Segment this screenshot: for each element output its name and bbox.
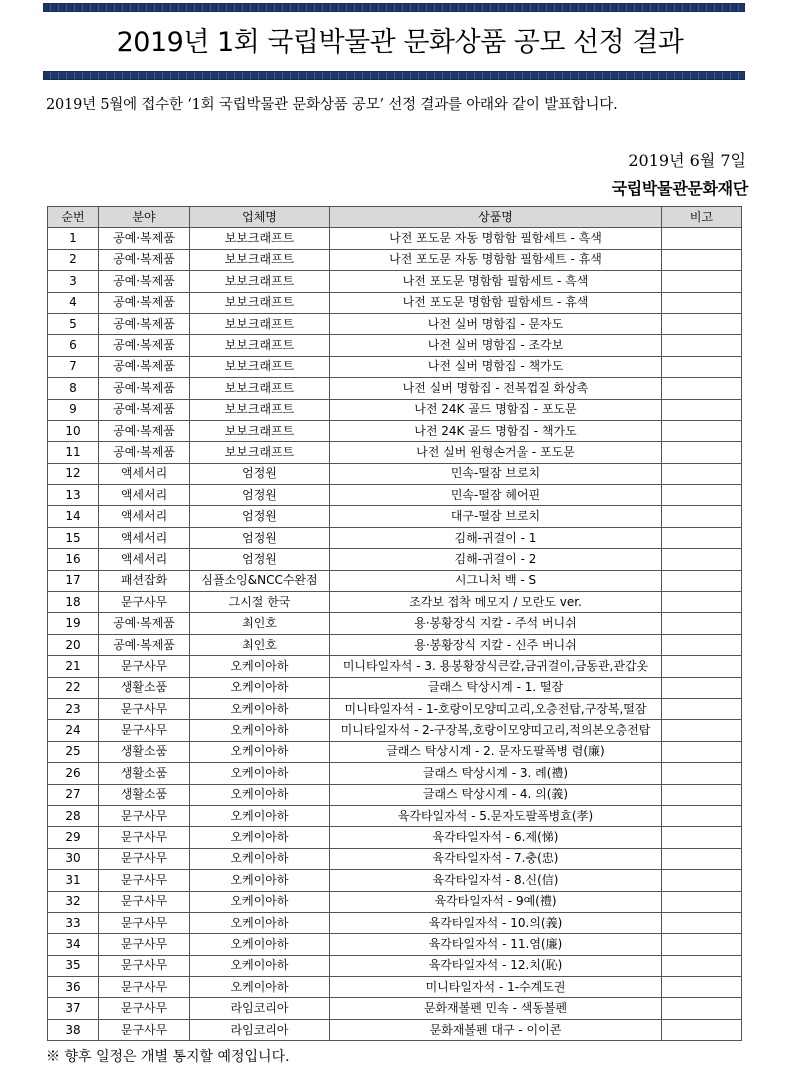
- table-row: [48, 784, 742, 805]
- table-row: [48, 827, 742, 848]
- cell-remarks: [662, 527, 742, 548]
- header-company: 업체명: [190, 207, 330, 228]
- table-row: [48, 977, 742, 998]
- header-product: 상품명: [330, 207, 662, 228]
- cell-number: 35: [48, 955, 99, 976]
- table-row: [48, 934, 742, 955]
- footnote: ※ 향후 일정은 개별 통지할 예정입니다.: [46, 1049, 290, 1065]
- cell-remarks: [662, 613, 742, 634]
- table-row: [48, 313, 742, 334]
- table-row: [48, 741, 742, 762]
- cell-category: 문구사무: [99, 698, 190, 719]
- cell-category: 문구사무: [99, 955, 190, 976]
- cell-remarks: [662, 998, 742, 1019]
- cell-category: 공예·복제품: [99, 442, 190, 463]
- table-row: [48, 420, 742, 441]
- cell-product: 글래스 탁상시계 - 3. 례(禮): [330, 763, 662, 784]
- cell-category: 생활소품: [99, 763, 190, 784]
- cell-number: 14: [48, 506, 99, 527]
- cell-remarks: [662, 313, 742, 334]
- cell-remarks: [662, 228, 742, 249]
- cell-number: 18: [48, 592, 99, 613]
- cell-product: 나전 포도문 자동 명함함 필함세트 - 휴색: [330, 249, 662, 270]
- cell-number: 5: [48, 313, 99, 334]
- table-row: [48, 570, 742, 591]
- cell-company: 보보크래프트: [190, 378, 330, 399]
- cell-company: 오케이아하: [190, 784, 330, 805]
- cell-product: 민속-떨잠 브로치: [330, 463, 662, 484]
- page-title: 2019년 1회 국립박물관 문화상품 공모 선정 결과: [116, 27, 684, 58]
- cell-product: 김해-귀걸이 - 1: [330, 527, 662, 548]
- cell-product: 김해-귀걸이 - 2: [330, 549, 662, 570]
- cell-company: 보보크래프트: [190, 335, 330, 356]
- cell-product: 육각타일자석 - 11.염(廉): [330, 934, 662, 955]
- cell-category: 공예·복제품: [99, 613, 190, 634]
- cell-category: 문구사무: [99, 656, 190, 677]
- table-row: [48, 805, 742, 826]
- cell-number: 6: [48, 335, 99, 356]
- cell-company: 오케이아하: [190, 741, 330, 762]
- cell-category: 액세서리: [99, 506, 190, 527]
- table-row: [48, 912, 742, 933]
- cell-number: 26: [48, 763, 99, 784]
- cell-product: 육각타일자석 - 8.신(信): [330, 870, 662, 891]
- cell-number: 17: [48, 570, 99, 591]
- table-row: [48, 698, 742, 719]
- cell-remarks: [662, 485, 742, 506]
- cell-number: 16: [48, 549, 99, 570]
- cell-company: 최인호: [190, 634, 330, 655]
- cell-number: 38: [48, 1019, 99, 1040]
- cell-company: 오케이아하: [190, 805, 330, 826]
- cell-remarks: [662, 698, 742, 719]
- cell-number: 10: [48, 420, 99, 441]
- cell-number: 27: [48, 784, 99, 805]
- table-row: [48, 613, 742, 634]
- cell-remarks: [662, 784, 742, 805]
- cell-company: 엄정원: [190, 485, 330, 506]
- cell-category: 문구사무: [99, 827, 190, 848]
- cell-company: 오케이아하: [190, 848, 330, 869]
- cell-number: 31: [48, 870, 99, 891]
- cell-number: 32: [48, 891, 99, 912]
- cell-number: 20: [48, 634, 99, 655]
- table-row: [48, 998, 742, 1019]
- cell-product: 글래스 탁상시계 - 2. 문자도팔폭병 렴(廉): [330, 741, 662, 762]
- cell-number: 22: [48, 677, 99, 698]
- cell-number: 4: [48, 292, 99, 313]
- table-row: [48, 292, 742, 313]
- cell-product: 육각타일자석 - 12.치(恥): [330, 955, 662, 976]
- cell-remarks: [662, 399, 742, 420]
- cell-category: 액세서리: [99, 549, 190, 570]
- cell-company: 보보크래프트: [190, 228, 330, 249]
- cell-category: 공예·복제품: [99, 249, 190, 270]
- cell-category: 공예·복제품: [99, 356, 190, 377]
- results-table: [47, 206, 742, 1041]
- table-row: [48, 271, 742, 292]
- cell-product: 미니타일자석 - 2-구장복,호랑이모양띠고리,적의본오층전탑: [330, 720, 662, 741]
- table-row: [48, 848, 742, 869]
- cell-number: 8: [48, 378, 99, 399]
- cell-company: 보보크래프트: [190, 249, 330, 270]
- table-row: [48, 634, 742, 655]
- header-category: 분야: [99, 207, 190, 228]
- cell-company: 오케이아하: [190, 934, 330, 955]
- table-row: [48, 656, 742, 677]
- cell-company: 보보크래프트: [190, 399, 330, 420]
- table-row: [48, 870, 742, 891]
- cell-category: 공예·복제품: [99, 228, 190, 249]
- cell-category: 문구사무: [99, 998, 190, 1019]
- cell-number: 24: [48, 720, 99, 741]
- cell-company: 엄정원: [190, 506, 330, 527]
- cell-number: 28: [48, 805, 99, 826]
- cell-remarks: [662, 891, 742, 912]
- cell-number: 13: [48, 485, 99, 506]
- cell-remarks: [662, 549, 742, 570]
- cell-remarks: [662, 805, 742, 826]
- cell-remarks: [662, 420, 742, 441]
- cell-product: 글래스 탁상시계 - 4. 의(義): [330, 784, 662, 805]
- cell-category: 문구사무: [99, 977, 190, 998]
- cell-category: 문구사무: [99, 912, 190, 933]
- cell-company: 오케이아하: [190, 827, 330, 848]
- cell-company: 보보크래프트: [190, 356, 330, 377]
- cell-company: 오케이아하: [190, 891, 330, 912]
- cell-category: 생활소품: [99, 677, 190, 698]
- cell-remarks: [662, 912, 742, 933]
- cell-number: 2: [48, 249, 99, 270]
- cell-category: 문구사무: [99, 870, 190, 891]
- cell-remarks: [662, 292, 742, 313]
- cell-product: 육각타일자석 - 5.문자도팔폭병효(孝): [330, 805, 662, 826]
- cell-product: 나전 24K 골드 명함집 - 포도문: [330, 399, 662, 420]
- cell-company: 라임코리아: [190, 1019, 330, 1040]
- table-row: [48, 549, 742, 570]
- cell-number: 21: [48, 656, 99, 677]
- cell-number: 12: [48, 463, 99, 484]
- cell-product: 미니타일자석 - 3. 용봉황장식큰칼,금귀걸이,금동관,관갑옷: [330, 656, 662, 677]
- cell-product: 나전 포도문 명함함 필함세트 - 휴색: [330, 292, 662, 313]
- cell-product: 문화재볼펜 민속 - 색동볼펜: [330, 998, 662, 1019]
- cell-category: 문구사무: [99, 891, 190, 912]
- cell-product: 문화재볼펜 대구 - 이이콘: [330, 1019, 662, 1040]
- cell-number: 23: [48, 698, 99, 719]
- cell-product: 조각보 접착 메모지 / 모란도 ver.: [330, 592, 662, 613]
- cell-company: 오케이아하: [190, 977, 330, 998]
- table-row: [48, 592, 742, 613]
- cell-product: 나전 포도문 자동 명함함 필함세트 - 흑색: [330, 228, 662, 249]
- header-remarks: 비고: [662, 207, 742, 228]
- cell-product: 나전 실버 명함집 - 문자도: [330, 313, 662, 334]
- cell-product: 나전 포도문 명함함 필함세트 - 흑색: [330, 271, 662, 292]
- cell-product: 민속-떨잠 헤어핀: [330, 485, 662, 506]
- table-row: [48, 442, 742, 463]
- cell-remarks: [662, 955, 742, 976]
- cell-category: 공예·복제품: [99, 313, 190, 334]
- cell-category: 문구사무: [99, 592, 190, 613]
- cell-company: 오케이아하: [190, 720, 330, 741]
- cell-number: 7: [48, 356, 99, 377]
- cell-product: 미니타일자석 - 1-호랑이모양띠고리,오층전탑,구장복,떨잠: [330, 698, 662, 719]
- cell-number: 36: [48, 977, 99, 998]
- cell-product: 용·봉황장식 지칼 - 주석 버니쉬: [330, 613, 662, 634]
- announcement-date: 2019년 6월 7일: [628, 151, 746, 170]
- cell-remarks: [662, 763, 742, 784]
- table-row: [48, 356, 742, 377]
- cell-remarks: [662, 677, 742, 698]
- cell-category: 문구사무: [99, 1019, 190, 1040]
- cell-company: 오케이아하: [190, 677, 330, 698]
- cell-number: 15: [48, 527, 99, 548]
- cell-product: 나전 실버 명함집 - 책가도: [330, 356, 662, 377]
- cell-category: 액세서리: [99, 527, 190, 548]
- cell-remarks: [662, 848, 742, 869]
- table-row: [48, 1019, 742, 1040]
- cell-product: 글래스 탁상시계 - 1. 떨잠: [330, 677, 662, 698]
- cell-remarks: [662, 463, 742, 484]
- cell-product: 미니타일자석 - 1-수계도권: [330, 977, 662, 998]
- cell-product: 나전 실버 명함집 - 조각보: [330, 335, 662, 356]
- cell-company: 엄정원: [190, 527, 330, 548]
- header-top-bar: [43, 3, 745, 12]
- cell-category: 문구사무: [99, 720, 190, 741]
- cell-remarks: [662, 592, 742, 613]
- cell-company: 보보크래프트: [190, 271, 330, 292]
- cell-number: 19: [48, 613, 99, 634]
- cell-remarks: [662, 1019, 742, 1040]
- cell-company: 보보크래프트: [190, 442, 330, 463]
- table-row: [48, 249, 742, 270]
- cell-category: 공예·복제품: [99, 292, 190, 313]
- cell-company: 엄정원: [190, 463, 330, 484]
- cell-company: 심플소잉&NCC수완점: [190, 570, 330, 591]
- cell-product: 나전 24K 골드 명함집 - 책가도: [330, 420, 662, 441]
- cell-product: 육각타일자석 - 9예(禮): [330, 891, 662, 912]
- cell-remarks: [662, 656, 742, 677]
- cell-number: 37: [48, 998, 99, 1019]
- cell-product: 나전 실버 원형손거울 - 포도문: [330, 442, 662, 463]
- cell-company: 라임코리아: [190, 998, 330, 1019]
- cell-company: 그시절 한국: [190, 592, 330, 613]
- cell-company: 오케이아하: [190, 870, 330, 891]
- table-row: [48, 891, 742, 912]
- cell-category: 공예·복제품: [99, 420, 190, 441]
- cell-company: 오케이아하: [190, 955, 330, 976]
- cell-remarks: [662, 634, 742, 655]
- cell-remarks: [662, 741, 742, 762]
- cell-category: 공예·복제품: [99, 335, 190, 356]
- table-row: [48, 463, 742, 484]
- table-row: [48, 763, 742, 784]
- cell-remarks: [662, 870, 742, 891]
- cell-company: 엄정원: [190, 549, 330, 570]
- cell-remarks: [662, 271, 742, 292]
- table-header-row: [48, 207, 742, 228]
- cell-category: 패션잡화: [99, 570, 190, 591]
- cell-number: 29: [48, 827, 99, 848]
- table-row: [48, 228, 742, 249]
- cell-category: 문구사무: [99, 805, 190, 826]
- cell-remarks: [662, 827, 742, 848]
- cell-product: 대구-떨잠 브로치: [330, 506, 662, 527]
- cell-product: 용·봉황장식 지칼 - 신주 버니쉬: [330, 634, 662, 655]
- cell-product: 나전 실버 명함집 - 전복껍질 화상촉: [330, 378, 662, 399]
- cell-number: 30: [48, 848, 99, 869]
- cell-category: 문구사무: [99, 934, 190, 955]
- table-row: [48, 485, 742, 506]
- cell-category: 공예·복제품: [99, 399, 190, 420]
- cell-category: 액세서리: [99, 463, 190, 484]
- cell-number: 9: [48, 399, 99, 420]
- table-row: [48, 378, 742, 399]
- cell-category: 액세서리: [99, 485, 190, 506]
- cell-remarks: [662, 442, 742, 463]
- intro-text: 2019년 5월에 접수한 ‘1회 국립박물관 문화상품 공모’ 선정 결과를 아래와 같이 발표합니다.: [46, 97, 618, 113]
- cell-number: 25: [48, 741, 99, 762]
- cell-category: 공예·복제품: [99, 271, 190, 292]
- cell-category: 문구사무: [99, 848, 190, 869]
- cell-number: 1: [48, 228, 99, 249]
- cell-company: 보보크래프트: [190, 313, 330, 334]
- cell-product: 육각타일자석 - 7.충(忠): [330, 848, 662, 869]
- cell-number: 3: [48, 271, 99, 292]
- cell-remarks: [662, 249, 742, 270]
- cell-category: 공예·복제품: [99, 634, 190, 655]
- table-row: [48, 720, 742, 741]
- cell-remarks: [662, 977, 742, 998]
- cell-remarks: [662, 934, 742, 955]
- cell-company: 최인호: [190, 613, 330, 634]
- header-number: 순번: [48, 207, 99, 228]
- cell-category: 공예·복제품: [99, 378, 190, 399]
- table-row: [48, 677, 742, 698]
- cell-company: 보보크래프트: [190, 420, 330, 441]
- cell-number: 34: [48, 934, 99, 955]
- cell-number: 33: [48, 912, 99, 933]
- cell-category: 생활소품: [99, 784, 190, 805]
- table-row: [48, 399, 742, 420]
- cell-product: 시그니처 백 - S: [330, 570, 662, 591]
- header-bottom-bar: [43, 71, 745, 80]
- table-row: [48, 955, 742, 976]
- table-row: [48, 527, 742, 548]
- cell-company: 보보크래프트: [190, 292, 330, 313]
- cell-number: 11: [48, 442, 99, 463]
- table-row: [48, 335, 742, 356]
- cell-category: 생활소품: [99, 741, 190, 762]
- cell-remarks: [662, 378, 742, 399]
- cell-remarks: [662, 356, 742, 377]
- cell-product: 육각타일자석 - 10.의(義): [330, 912, 662, 933]
- cell-company: 오케이아하: [190, 656, 330, 677]
- organization-name: 국립박물관문화재단: [611, 179, 748, 198]
- cell-remarks: [662, 506, 742, 527]
- cell-product: 육각타일자석 - 6.제(悌): [330, 827, 662, 848]
- cell-remarks: [662, 570, 742, 591]
- cell-company: 오케이아하: [190, 698, 330, 719]
- cell-company: 오케이아하: [190, 763, 330, 784]
- table-row: [48, 506, 742, 527]
- cell-remarks: [662, 335, 742, 356]
- cell-remarks: [662, 720, 742, 741]
- cell-company: 오케이아하: [190, 912, 330, 933]
